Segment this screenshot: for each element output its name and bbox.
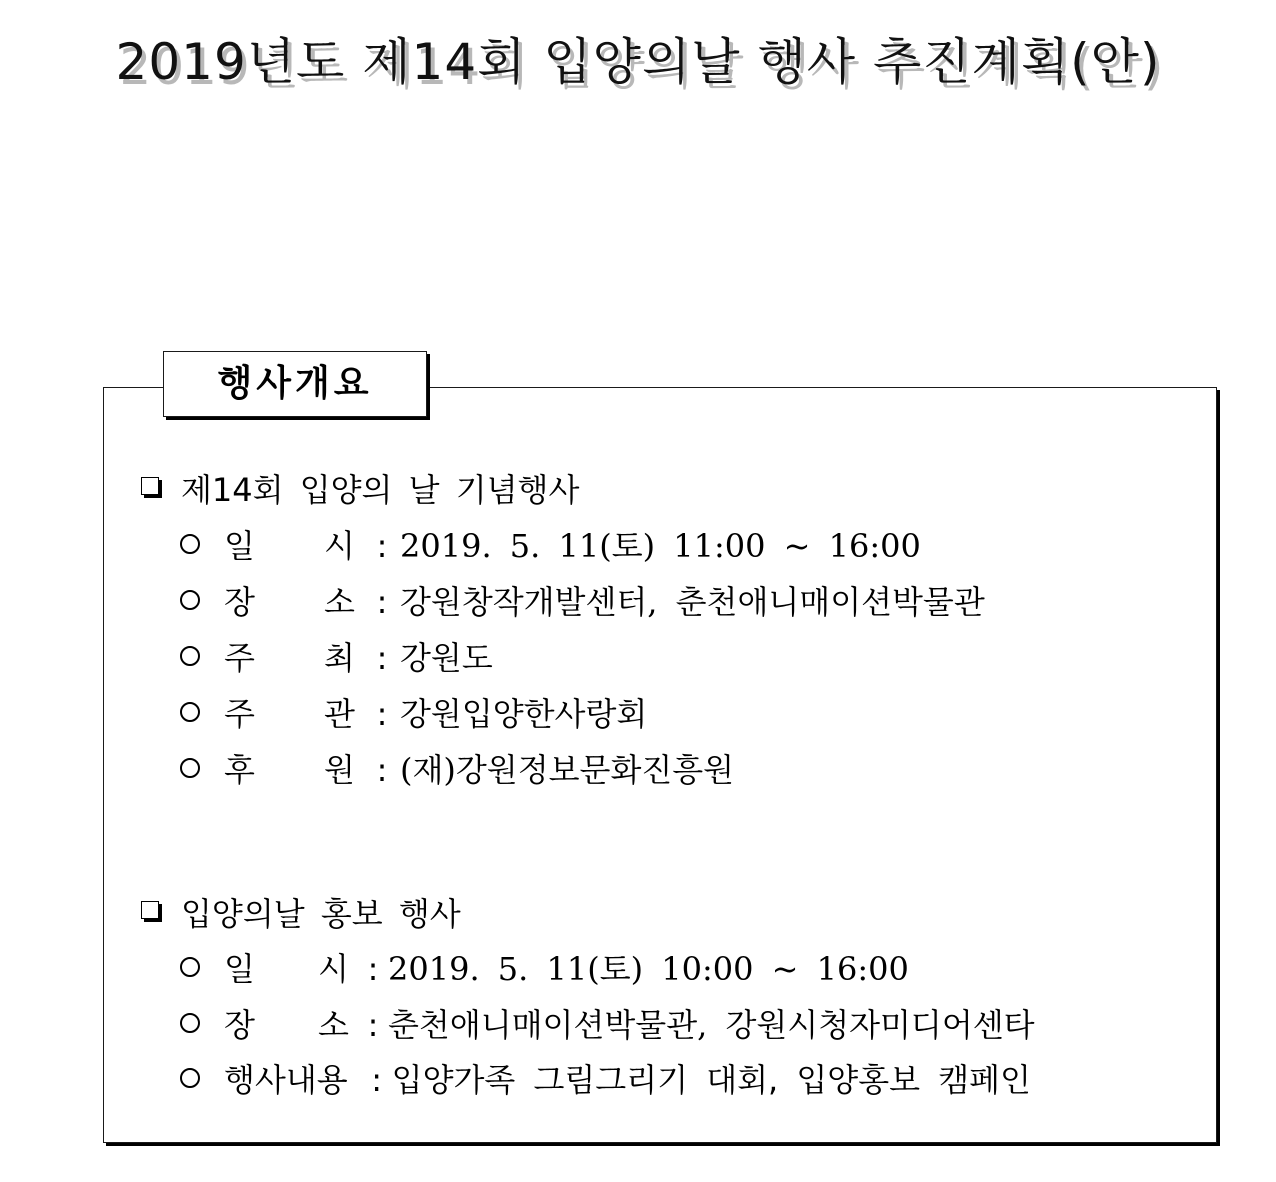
detail-colon: : — [371, 1061, 383, 1099]
detail-label-first: 일 — [224, 527, 255, 565]
detail-colon: : — [376, 751, 388, 789]
circle-bullet-icon — [180, 534, 200, 554]
detail-row-organizer — [180, 692, 647, 732]
detail-colon: : — [376, 639, 388, 677]
detail-colon: : — [376, 527, 388, 565]
circle-bullet-icon — [180, 957, 200, 977]
detail-label: 행사내용 — [224, 1061, 348, 1099]
detail-row-program — [180, 1058, 1031, 1098]
detail-label-second: 소 — [318, 1006, 349, 1044]
detail-label-second: 최 — [324, 639, 355, 677]
detail-row-sponsor — [180, 748, 734, 788]
detail-row-date — [180, 947, 909, 987]
detail-label-second: 시 — [324, 527, 355, 565]
detail-colon: : — [376, 583, 388, 621]
detail-value: 춘천애니매이션박물관, 강원시청자미디어센타 — [388, 1006, 1035, 1044]
detail-label-first: 장 — [224, 1006, 255, 1044]
detail-value: 입양가족 그림그리기 대회, 입양홍보 캠페인 — [391, 1061, 1031, 1099]
detail-label-first: 주 — [224, 695, 255, 733]
detail-row-host — [180, 636, 493, 676]
detail-label-second: 관 — [324, 695, 355, 733]
circle-bullet-icon — [180, 646, 200, 666]
section-heading-text: 제14회 입양의 날 기념행사 — [181, 471, 580, 509]
section-heading — [141, 892, 461, 932]
circle-bullet-icon — [180, 1068, 200, 1088]
detail-colon: : — [367, 950, 379, 988]
detail-value: 강원도 — [400, 639, 493, 677]
detail-colon: : — [376, 695, 388, 733]
detail-label-first: 일 — [224, 950, 255, 988]
detail-label-second: 소 — [324, 583, 355, 621]
detail-value: 2019. 5. 11(토) 10:00 ~ 16:00 — [388, 950, 909, 988]
detail-row-date — [180, 524, 921, 564]
detail-label-first: 장 — [224, 583, 255, 621]
page-title: 2019년도 제14회 입양의날 행사 추진계획(안) — [115, 33, 1161, 91]
checkbox-icon — [141, 477, 159, 495]
detail-row-venue — [180, 1003, 1035, 1043]
detail-value: 강원창작개발센터, 춘천애니매이션박물관 — [400, 583, 985, 621]
detail-value: 강원입양한사랑회 — [400, 695, 648, 733]
detail-label-first: 후 — [224, 751, 255, 789]
detail-label-first: 주 — [224, 639, 255, 677]
checkbox-icon — [141, 901, 159, 919]
section-heading — [141, 468, 579, 508]
detail-value: (재)강원정보문화진흥원 — [400, 751, 735, 789]
circle-bullet-icon — [180, 758, 200, 778]
circle-bullet-icon — [180, 702, 200, 722]
overview-label: 행사개요 — [163, 351, 427, 417]
circle-bullet-icon — [180, 1013, 200, 1033]
detail-label-second: 시 — [318, 950, 349, 988]
detail-row-venue — [180, 580, 985, 620]
circle-bullet-icon — [180, 590, 200, 610]
detail-label-second: 원 — [324, 751, 355, 789]
detail-colon: : — [367, 1006, 379, 1044]
section-heading-text: 입양의날 홍보 행사 — [181, 895, 461, 933]
detail-value: 2019. 5. 11(토) 11:00 ~ 16:00 — [400, 527, 921, 565]
